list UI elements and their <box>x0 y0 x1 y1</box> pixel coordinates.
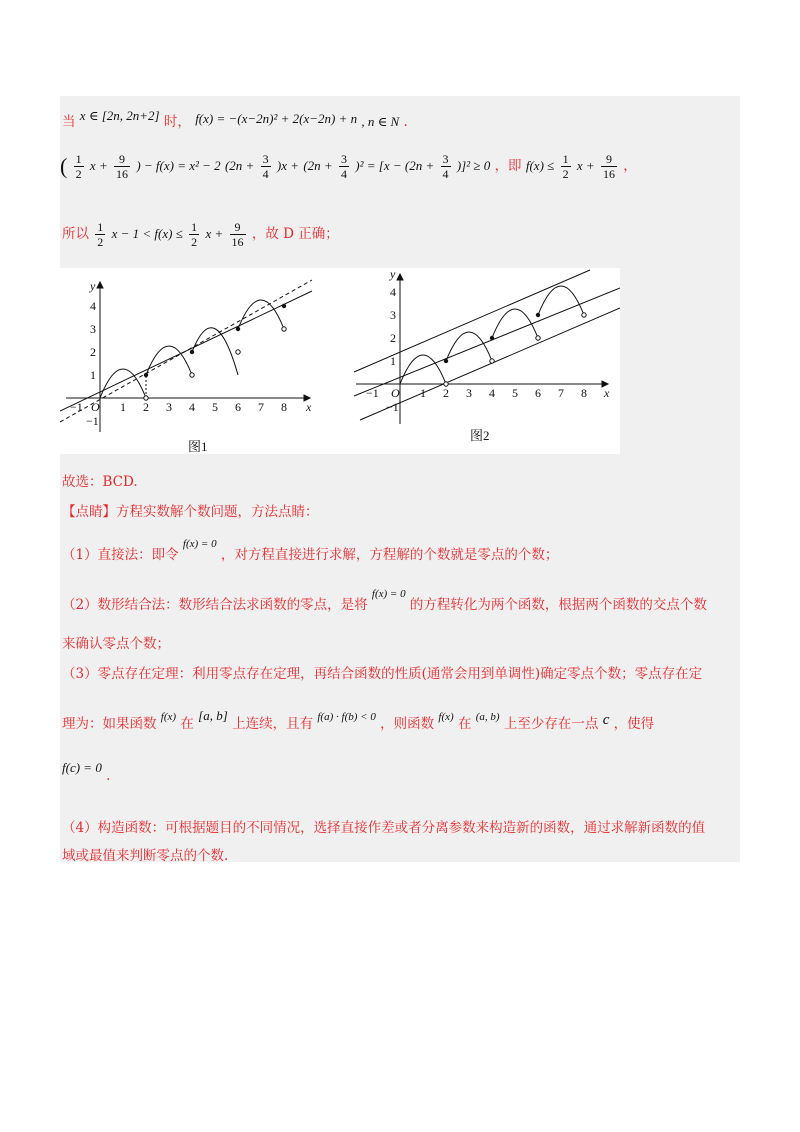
tick-label: 2 <box>143 400 149 414</box>
frac-half-d: $\frac{1}{2}$ <box>191 220 198 249</box>
point-open <box>236 350 240 354</box>
arch-2 <box>446 332 492 361</box>
tick-label: 5 <box>512 386 518 400</box>
product-condition: f(a) · f(b) < 0 <box>317 711 376 723</box>
d-correct: ，故 D 正确； <box>251 226 339 242</box>
y-arrow <box>397 274 403 280</box>
equation-fx-zero: f(x) = 0 <box>371 588 406 600</box>
tip-item-4-cont: 域或最值来判断零点的个数. <box>62 848 229 864</box>
point-c: c <box>602 712 610 728</box>
tick-label: 8 <box>281 400 287 414</box>
point-filled <box>444 359 448 363</box>
origin-label: O <box>91 400 100 414</box>
solution-panel <box>60 96 740 862</box>
tick-label: −1 <box>86 414 99 428</box>
tick-label: 7 <box>558 386 564 400</box>
paren-2n-b: (2n + <box>303 158 333 173</box>
point-open <box>582 313 586 317</box>
nonneg-result: )]² ≥ 0 <box>456 158 491 173</box>
diff-expression: ) − f(x) = x² − 2 <box>136 158 221 173</box>
frac-half: $\frac{1}{2}$ <box>75 152 82 181</box>
arch-3 <box>492 309 538 338</box>
answer-line: 故选：BCD. <box>62 474 138 490</box>
tick-label: 5 <box>212 400 218 414</box>
text-so: 所以 <box>62 226 89 242</box>
tick-label: 6 <box>535 386 541 400</box>
text-exists: 上至少存在一点 <box>503 716 599 732</box>
paren-close-x: )x + <box>276 158 300 173</box>
interval-condition: x ∈ [2n, 2n+2] <box>79 108 160 123</box>
tick-label: 2 <box>90 345 96 359</box>
tick-label: −1 <box>366 386 379 400</box>
conclusion-f: f(x) ≤ <box>525 158 555 173</box>
y-axis-label: y <box>90 279 96 293</box>
item-3-text: 理为：如果函数 <box>62 716 157 732</box>
y-arrow <box>97 282 103 288</box>
arch-2 <box>146 346 192 375</box>
conclusion-line <box>62 220 339 249</box>
tip-item-3: （3）零点存在定理：利用零点存在定理，再结合函数的性质(通常会用到单调性)确定零点个数；零点存在定 <box>62 666 703 682</box>
closed-interval: [a, b] <box>198 708 228 723</box>
tick-label: 3 <box>166 400 172 414</box>
tip-item-4: （4）构造函数：可根据题目的不同情况，选择直接作差或者分离参数来构造新的函数，通过求解新函数的值 <box>62 820 706 836</box>
tick-label: 3 <box>90 322 96 336</box>
item-2-text: （2）数形结合法：数形结合法求函数的零点，是将 <box>62 597 368 613</box>
tick-label: 6 <box>235 400 241 414</box>
tick-label: 4 <box>489 386 495 400</box>
fx: f(x) <box>160 711 177 723</box>
tick-label: 1 <box>120 400 126 414</box>
fx: f(x) <box>438 711 454 723</box>
point-filled <box>236 327 240 331</box>
point-open <box>190 373 194 377</box>
frac-three-quarter-c: $\frac{3}{4}$ <box>442 152 449 181</box>
text-then: ，则函数 <box>380 716 435 732</box>
figure-1 <box>60 268 340 454</box>
x-plus: x + <box>89 158 108 173</box>
open-interval: (a, b) <box>475 711 500 723</box>
tick-label: 2 <box>390 331 396 345</box>
equation-fx-zero: f(x) = 0 <box>182 538 217 550</box>
item-1-text: （1）直接法：即令 <box>62 547 179 563</box>
tip-item-3-cont <box>62 708 654 732</box>
figure-2-caption: 图2 <box>470 428 490 443</box>
point-filled <box>190 350 194 354</box>
period: . <box>106 768 111 784</box>
x-plus-b: x + <box>576 158 595 173</box>
frac-half-b: $\frac{1}{2}$ <box>562 152 569 181</box>
tick-label: 8 <box>581 386 587 400</box>
tick-label: 7 <box>258 400 264 414</box>
frac-nine-sixteenth-c: $\frac{9}{16}$ <box>231 220 244 249</box>
frac-nine-sixteenth: $\frac{9}{16}$ <box>116 152 129 181</box>
text-continuous: 上连续，且有 <box>232 716 314 732</box>
tip-item-3-eq <box>62 760 110 784</box>
tick-label: 4 <box>90 299 96 313</box>
case-condition-line <box>62 108 408 130</box>
point-open <box>490 359 494 363</box>
tip-title: 【点睛】方程实数解个数问题，方法点睛： <box>62 504 319 520</box>
text-in: 在 <box>180 716 194 732</box>
arch-1 <box>400 355 446 384</box>
tip-item-2 <box>62 588 707 613</box>
arch-4 <box>238 300 284 329</box>
tick-label: 4 <box>189 400 195 414</box>
y-axis-label: y <box>390 268 396 281</box>
tick-label: 4 <box>390 285 396 299</box>
tick-label: −1 <box>70 400 83 414</box>
tick-label: −1 <box>386 400 399 414</box>
inequality-left: x − 1 < f(x) ≤ <box>111 226 183 241</box>
frac-half-c: $\frac{1}{2}$ <box>97 220 104 249</box>
fc-zero: f(c) = 0 <box>62 760 102 775</box>
point-open <box>536 336 540 340</box>
item-1-text-b: ，对方程直接进行求解，方程解的个数就是零点的个数； <box>220 547 559 563</box>
text-such-that: ，使得 <box>613 716 655 732</box>
point-filled <box>536 313 540 317</box>
inequality-right: x + <box>205 226 224 241</box>
comma: ， <box>623 158 637 174</box>
text-in: 在 <box>457 716 472 732</box>
frac-three-quarter: $\frac{3}{4}$ <box>262 152 269 181</box>
figures-area <box>60 268 620 454</box>
tick-label: 3 <box>390 308 396 322</box>
period: . <box>403 114 408 130</box>
item-2-text-b: 的方程转化为两个函数，根据两个函数的交点个数 <box>409 597 707 613</box>
text-when: 当 <box>62 114 76 130</box>
tip-item-2-cont: 来确认零点个数； <box>62 636 170 652</box>
x-axis-label: x <box>604 386 610 400</box>
lower-bound-line <box>360 308 620 420</box>
point-filled <box>144 373 148 377</box>
point-open <box>282 327 286 331</box>
tick-label: 2 <box>443 386 449 400</box>
frac-three-quarter-b: $\frac{3}{4}$ <box>341 152 347 181</box>
text-time: 时， <box>163 114 191 130</box>
frac-nine-sixteenth-b: $\frac{9}{16}$ <box>602 152 615 181</box>
paren: ( <box>60 153 68 179</box>
arch-4 <box>538 286 584 315</box>
point-filled <box>282 304 286 308</box>
paren-2n: (2n + <box>224 158 255 173</box>
tick-label: 1 <box>420 386 426 400</box>
figure-2 <box>350 268 620 454</box>
x-axis-label: x <box>306 400 312 414</box>
tick-label: 1 <box>90 368 96 382</box>
tick-label: 3 <box>466 386 472 400</box>
point-filled <box>490 336 494 340</box>
piecewise-formula: f(x) = −(x−2n)² + 2(x−2n) + n <box>195 111 358 126</box>
origin-label: O <box>391 386 400 400</box>
figure-1-caption: 图1 <box>188 439 208 454</box>
difference-line <box>60 152 637 181</box>
square-bracket-expr: )² = [x − (2n + <box>355 158 435 173</box>
tip-item-1 <box>62 538 558 563</box>
text-namely: ，即 <box>494 158 522 174</box>
tick-label: 1 <box>390 354 396 368</box>
n-natural: , n ∈ N <box>361 114 400 129</box>
